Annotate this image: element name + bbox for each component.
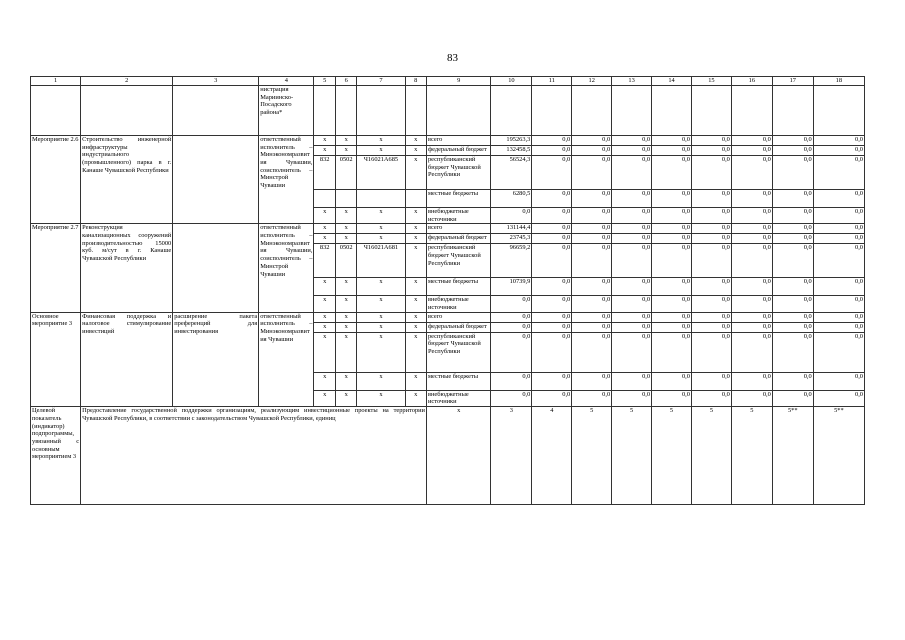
amount-cell: 0,0	[731, 224, 772, 234]
empty-cell	[173, 224, 259, 312]
amount-cell: 0,0	[652, 190, 692, 208]
budget-code-cell: x	[314, 136, 335, 146]
budget-code-cell: 832	[314, 244, 335, 278]
funding-source-cell: внебюджетные источники	[426, 208, 490, 224]
funding-source-cell: республиканский бюджет Чувашской Республики	[426, 332, 490, 372]
funding-source-cell: внебюджетные источники	[426, 296, 490, 312]
amount-cell: 0,0	[772, 312, 813, 322]
indicator-value-cell: 4	[532, 407, 572, 505]
amount-cell: 0,0	[772, 372, 813, 390]
amount-cell: 0,0	[572, 296, 612, 312]
amount-cell: 0,0	[612, 156, 652, 190]
amount-cell: 0,0	[532, 278, 572, 296]
budget-code-cell: x	[314, 224, 335, 234]
amount-cell: 0,0	[612, 312, 652, 322]
amount-cell: 0,0	[772, 296, 813, 312]
indicator-description-cell: Предоставление государственной поддержки организациям, реализующим инвестиционные проекты на территории Чувашской Республики, в соответствии с законодательством Чувашской Республики, единиц	[81, 407, 427, 505]
budget-code-cell: x	[314, 208, 335, 224]
budget-code-cell: x	[335, 278, 356, 296]
amount-cell: 0,0	[813, 156, 864, 190]
budget-code-cell: x	[335, 234, 356, 244]
activity-description-cell: Финансовая поддержка и налоговое стимулирование инвестиций	[81, 312, 173, 406]
amount-cell: 0,0	[652, 296, 692, 312]
amount-cell: 0,0	[652, 156, 692, 190]
amount-cell: 0,0	[772, 224, 813, 234]
budget-code-cell: x	[357, 224, 405, 234]
amount-cell: 0,0	[691, 224, 731, 234]
column-header: 9	[426, 77, 490, 86]
executor-cell: нистрация Мариинско-Посадского района*	[259, 86, 314, 136]
indicator-mark-cell: x	[426, 407, 490, 505]
amount-cell: 56524,3	[491, 156, 532, 190]
amount-cell: 0,0	[612, 136, 652, 146]
amount-cell: 0,0	[652, 278, 692, 296]
amount-cell: 0,0	[652, 332, 692, 372]
budget-code-cell	[357, 190, 405, 208]
budget-code-cell: x	[335, 146, 356, 156]
amount-cell: 0,0	[772, 332, 813, 372]
amount-cell: 0,0	[813, 390, 864, 406]
budget-code-cell: x	[405, 390, 426, 406]
column-header: 12	[572, 77, 612, 86]
empty-cell	[813, 86, 864, 136]
budget-code-cell: x	[314, 278, 335, 296]
empty-cell	[81, 86, 173, 136]
amount-cell: 0,0	[652, 234, 692, 244]
amount-cell: 0,0	[612, 390, 652, 406]
amount-cell: 10739,9	[491, 278, 532, 296]
budget-code-cell: x	[314, 372, 335, 390]
indicator-value-cell: 5	[612, 407, 652, 505]
amount-cell: 0,0	[691, 390, 731, 406]
amount-cell: 0,0	[772, 244, 813, 278]
column-header: 11	[532, 77, 572, 86]
amount-cell: 0,0	[731, 136, 772, 146]
activity-name-cell: Мероприятие 2.6	[31, 136, 81, 224]
amount-cell: 0,0	[572, 278, 612, 296]
page-number: 83	[447, 52, 458, 64]
amount-cell: 0,0	[532, 372, 572, 390]
budget-code-cell	[335, 190, 356, 208]
budget-code-cell: x	[357, 312, 405, 322]
amount-cell: 0,0	[532, 156, 572, 190]
column-header: 10	[491, 77, 532, 86]
budget-code-cell: x	[335, 372, 356, 390]
empty-cell	[731, 86, 772, 136]
column-header: 6	[335, 77, 356, 86]
budget-code-cell: 0502	[335, 156, 356, 190]
amount-cell: 0,0	[813, 224, 864, 234]
funding-source-cell: местные бюджеты	[426, 372, 490, 390]
budget-code-cell: x	[405, 224, 426, 234]
column-header: 4	[259, 77, 314, 86]
empty-cell	[691, 86, 731, 136]
column-header: 17	[772, 77, 813, 86]
funding-source-cell: федеральный бюджет	[426, 234, 490, 244]
amount-cell: 0,0	[532, 136, 572, 146]
amount-cell: 0,0	[691, 244, 731, 278]
empty-cell	[612, 86, 652, 136]
amount-cell: 0,0	[491, 296, 532, 312]
budget-code-cell: x	[314, 296, 335, 312]
indicator-value-cell: 5**	[772, 407, 813, 505]
funding-source-cell: всего	[426, 136, 490, 146]
funding-source-cell: республиканский бюджет Чувашской Республики	[426, 244, 490, 278]
amount-cell: 0,0	[813, 190, 864, 208]
empty-cell	[405, 86, 426, 136]
empty-cell	[173, 136, 259, 224]
amount-cell: 0,0	[691, 278, 731, 296]
amount-cell: 23745,3	[491, 234, 532, 244]
amount-cell: 0,0	[691, 190, 731, 208]
budget-code-cell: x	[335, 136, 356, 146]
amount-cell: 0,0	[652, 244, 692, 278]
budget-code-cell: x	[357, 234, 405, 244]
amount-cell: 0,0	[612, 278, 652, 296]
budget-code-cell: x	[405, 208, 426, 224]
amount-cell: 0,0	[772, 156, 813, 190]
indicator-value-cell: 5	[691, 407, 731, 505]
empty-cell	[314, 86, 335, 136]
funding-source-cell: местные бюджеты	[426, 190, 490, 208]
amount-cell: 0,0	[572, 234, 612, 244]
table-row	[31, 136, 865, 146]
budget-code-cell: x	[405, 296, 426, 312]
amount-cell: 0,0	[532, 146, 572, 156]
funding-source-cell: республиканский бюджет Чувашской Республики	[426, 156, 490, 190]
budget-code-cell	[314, 190, 335, 208]
column-header: 14	[652, 77, 692, 86]
amount-cell: 0,0	[772, 208, 813, 224]
indicator-value-cell: 5	[731, 407, 772, 505]
amount-cell: 0,0	[612, 146, 652, 156]
amount-cell: 0,0	[572, 146, 612, 156]
budget-code-cell: x	[314, 234, 335, 244]
amount-cell: 0,0	[491, 322, 532, 332]
amount-cell: 0,0	[572, 332, 612, 372]
amount-cell: 0,0	[691, 136, 731, 146]
amount-cell: 0,0	[572, 312, 612, 322]
budget-code-cell: x	[405, 372, 426, 390]
amount-cell: 0,0	[532, 390, 572, 406]
column-header: 13	[612, 77, 652, 86]
amount-cell: 0,0	[652, 146, 692, 156]
amount-cell: 0,0	[813, 136, 864, 146]
budget-code-cell: x	[405, 322, 426, 332]
amount-cell: 0,0	[772, 234, 813, 244]
amount-cell: 0,0	[652, 208, 692, 224]
amount-cell: 0,0	[532, 312, 572, 322]
amount-cell: 0,0	[612, 244, 652, 278]
amount-cell: 0,0	[572, 156, 612, 190]
amount-cell: 0,0	[731, 312, 772, 322]
column-header: 15	[691, 77, 731, 86]
amount-cell: 0,0	[731, 390, 772, 406]
indicator-value-cell: 5**	[813, 407, 864, 505]
amount-cell: 195263,3	[491, 136, 532, 146]
amount-cell: 0,0	[612, 372, 652, 390]
funding-source-cell: внебюджетные источники	[426, 390, 490, 406]
amount-cell: 0,0	[691, 156, 731, 190]
amount-cell: 0,0	[691, 372, 731, 390]
budget-code-cell: x	[357, 322, 405, 332]
amount-cell: 0,0	[532, 234, 572, 244]
column-header: 18	[813, 77, 864, 86]
column-header: 1	[31, 77, 81, 86]
activity-name-cell: Основное мероприятие 3	[31, 312, 81, 406]
column-header: 3	[173, 77, 259, 86]
amount-cell: 0,0	[572, 136, 612, 146]
amount-cell: 0,0	[652, 136, 692, 146]
budget-code-cell: x	[314, 322, 335, 332]
budget-code-cell: x	[405, 332, 426, 372]
amount-cell: 0,0	[731, 372, 772, 390]
amount-cell: 0,0	[813, 322, 864, 332]
indicator-value-cell: 3	[491, 407, 532, 505]
budget-code-cell: x	[357, 136, 405, 146]
column-header: 8	[405, 77, 426, 86]
amount-cell: 0,0	[612, 208, 652, 224]
activity-description-cell: Реконструкция канализационных сооружений производительностью 15000 куб. м/сут в г. Канаше Чувашской Республики	[81, 224, 173, 312]
empty-cell	[173, 86, 259, 136]
budget-code-cell: x	[405, 136, 426, 146]
amount-cell: 0,0	[612, 322, 652, 332]
budget-code-cell: x	[314, 312, 335, 322]
empty-cell	[357, 86, 405, 136]
amount-cell: 0,0	[612, 190, 652, 208]
amount-cell: 131144,4	[491, 224, 532, 234]
activity-result-cell: расширение пакета преференций для инвестирования	[173, 312, 259, 406]
amount-cell: 0,0	[572, 224, 612, 234]
table-row	[31, 407, 865, 505]
budget-code-cell: x	[314, 390, 335, 406]
amount-cell: 0,0	[652, 224, 692, 234]
budget-code-cell	[405, 190, 426, 208]
amount-cell: 6280,5	[491, 190, 532, 208]
column-header-row	[31, 77, 865, 86]
executor-cell: ответственный исполнитель – Минэкономразвития Чувашии, соисполнитель – Минстрой Чувашии	[259, 136, 314, 224]
indicator-value-cell: 5	[572, 407, 612, 505]
activity-name-cell: Мероприятие 2.7	[31, 224, 81, 312]
amount-cell: 0,0	[772, 322, 813, 332]
empty-cell	[426, 86, 490, 136]
empty-cell	[572, 86, 612, 136]
budget-code-cell: x	[335, 208, 356, 224]
amount-cell: 0,0	[813, 372, 864, 390]
amount-cell: 0,0	[532, 190, 572, 208]
budget-code-cell: x	[405, 234, 426, 244]
budget-code-cell: Ч16021А681	[357, 244, 405, 278]
empty-cell	[652, 86, 692, 136]
amount-cell: 0,0	[612, 224, 652, 234]
budget-code-cell: x	[357, 146, 405, 156]
amount-cell: 0,0	[731, 208, 772, 224]
amount-cell: 0,0	[813, 146, 864, 156]
budget-code-cell: x	[335, 390, 356, 406]
amount-cell: 0,0	[572, 244, 612, 278]
table-row	[31, 86, 865, 136]
amount-cell: 0,0	[813, 296, 864, 312]
amount-cell: 0,0	[813, 312, 864, 322]
amount-cell: 0,0	[813, 332, 864, 372]
amount-cell: 0,0	[572, 190, 612, 208]
budget-code-cell: x	[405, 244, 426, 278]
empty-cell	[31, 86, 81, 136]
executor-cell: ответственный исполнитель – Минэкономразвития Чувашии, соисполнитель – Минстрой Чувашии	[259, 224, 314, 312]
empty-cell	[335, 86, 356, 136]
table-row	[31, 312, 865, 322]
amount-cell: 0,0	[691, 146, 731, 156]
column-header: 16	[731, 77, 772, 86]
budget-code-cell: x	[405, 312, 426, 322]
table-row	[31, 224, 865, 234]
amount-cell: 0,0	[731, 332, 772, 372]
funding-source-cell: всего	[426, 312, 490, 322]
empty-cell	[491, 86, 532, 136]
budget-code-cell: x	[357, 390, 405, 406]
budget-code-cell: x	[314, 332, 335, 372]
amount-cell: 0,0	[691, 208, 731, 224]
amount-cell: 0,0	[491, 390, 532, 406]
amount-cell: 0,0	[731, 322, 772, 332]
budget-code-cell: x	[314, 146, 335, 156]
amount-cell: 0,0	[813, 278, 864, 296]
amount-cell: 132458,5	[491, 146, 532, 156]
amount-cell: 0,0	[813, 208, 864, 224]
amount-cell: 0,0	[532, 322, 572, 332]
amount-cell: 0,0	[731, 296, 772, 312]
budget-code-cell: x	[357, 372, 405, 390]
budget-code-cell: x	[335, 224, 356, 234]
amount-cell: 0,0	[532, 296, 572, 312]
budget-code-cell: x	[335, 332, 356, 372]
budget-code-cell: x	[335, 312, 356, 322]
amount-cell: 0,0	[691, 312, 731, 322]
amount-cell: 0,0	[532, 332, 572, 372]
budget-code-cell: x	[357, 296, 405, 312]
amount-cell: 0,0	[691, 234, 731, 244]
column-header: 5	[314, 77, 335, 86]
amount-cell: 0,0	[691, 322, 731, 332]
amount-cell: 0,0	[652, 390, 692, 406]
budget-code-cell: x	[357, 332, 405, 372]
funding-source-cell: всего	[426, 224, 490, 234]
funding-source-cell: федеральный бюджет	[426, 146, 490, 156]
amount-cell: 0,0	[772, 278, 813, 296]
indicator-value-cell: 5	[652, 407, 692, 505]
budget-code-cell: 0502	[335, 244, 356, 278]
empty-cell	[772, 86, 813, 136]
amount-cell: 0,0	[612, 296, 652, 312]
budget-code-cell: x	[405, 278, 426, 296]
column-header: 2	[81, 77, 173, 86]
executor-cell: ответственный исполнитель – Минэкономразвития Чувашии	[259, 312, 314, 406]
amount-cell: 0,0	[731, 190, 772, 208]
budget-code-cell: 832	[314, 156, 335, 190]
funding-source-cell: местные бюджеты	[426, 278, 490, 296]
amount-cell: 0,0	[572, 390, 612, 406]
budget-code-cell: x	[405, 146, 426, 156]
amount-cell: 0,0	[572, 322, 612, 332]
amount-cell: 0,0	[731, 244, 772, 278]
amount-cell: 0,0	[731, 234, 772, 244]
amount-cell: 0,0	[731, 146, 772, 156]
amount-cell: 0,0	[532, 208, 572, 224]
budget-code-cell: Ч16021А685	[357, 156, 405, 190]
amount-cell: 0,0	[572, 208, 612, 224]
budget-code-cell: x	[357, 208, 405, 224]
amount-cell: 0,0	[652, 322, 692, 332]
amount-cell: 0,0	[772, 190, 813, 208]
amount-cell: 0,0	[612, 234, 652, 244]
amount-cell: 0,0	[532, 244, 572, 278]
empty-cell	[532, 86, 572, 136]
amount-cell: 0,0	[572, 372, 612, 390]
budget-code-cell: x	[335, 296, 356, 312]
amount-cell: 0,0	[532, 224, 572, 234]
amount-cell: 0,0	[612, 332, 652, 372]
amount-cell: 0,0	[652, 372, 692, 390]
activity-description-cell: Строительство инженерной инфраструктуры индустриального (промышленного) парка в г. Канаше Чувашской Республики	[81, 136, 173, 224]
amount-cell: 0,0	[491, 312, 532, 322]
amount-cell: 0,0	[691, 296, 731, 312]
column-header: 7	[357, 77, 405, 86]
amount-cell: 0,0	[772, 136, 813, 146]
amount-cell: 0,0	[652, 312, 692, 322]
funding-source-cell: федеральный бюджет	[426, 322, 490, 332]
amount-cell: 0,0	[772, 390, 813, 406]
amount-cell: 0,0	[813, 244, 864, 278]
amount-cell: 0,0	[772, 146, 813, 156]
amount-cell: 0,0	[813, 234, 864, 244]
budget-code-cell: x	[357, 278, 405, 296]
amount-cell: 0,0	[491, 208, 532, 224]
budget-code-cell: x	[335, 322, 356, 332]
budget-code-cell: x	[405, 156, 426, 190]
amount-cell: 0,0	[491, 332, 532, 372]
amount-cell: 96659,2	[491, 244, 532, 278]
indicator-name-cell: Целевой показатель (индикатор) подпрограммы, увязанный с основным мероприятием 3	[31, 407, 81, 505]
amount-cell: 0,0	[491, 372, 532, 390]
amount-cell: 0,0	[731, 156, 772, 190]
amount-cell: 0,0	[691, 332, 731, 372]
amount-cell: 0,0	[731, 278, 772, 296]
budget-table	[30, 76, 865, 505]
